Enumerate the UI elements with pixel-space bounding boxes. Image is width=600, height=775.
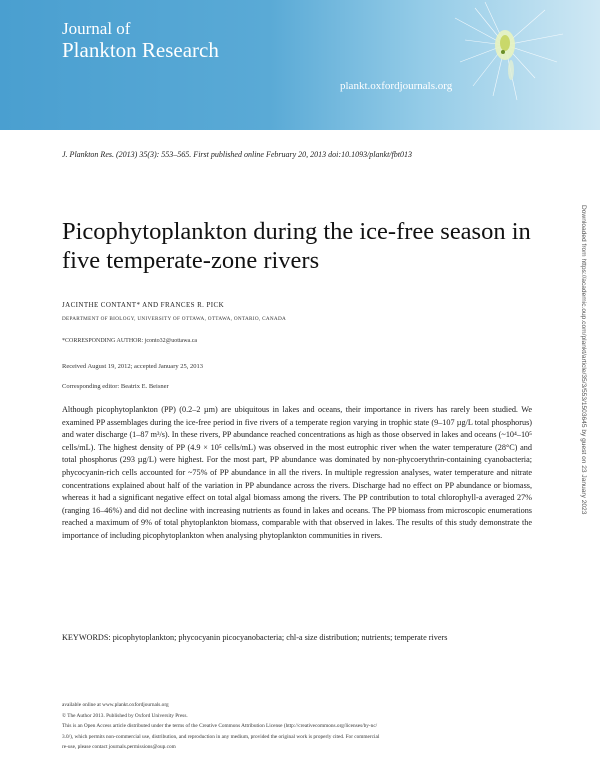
footer-license-line: 3.0/), which permits non-commercial use, distribution, and reproduction in any medium, provided the original work is properly cited. For commercial [62,733,380,740]
corresponding-author: *CORRESPONDING AUTHOR: jconto32@uottawa.ca [62,338,198,344]
download-watermark: Downloaded from https://academic.oup.com/plankt/article/35/3/553/1503645 by guest on 23 January 2023 [580,205,587,515]
abstract-text: Although picophytoplankton (PP) (0.2–2 µm) are ubiquitous in lakes and oceans, their importance in rivers has rarely been studied. We examined PP assemblages during the ice-free period in five rivers of a temperate region varying in trophic state (9–107 µg/L total phosphorus) and water discharge (1–87 m³/s). In these rivers, PP abundance reached concentrations as high as those observed in lakes and oceans (~10⁴–10⁵ cells/mL). The highest density of PP (4.9 × 10⁵ cells/mL) was observed in the most eutrophic river when the water temperature (28°C) and total phosphorus (293 µg/L) were highest. For the most part, PP abundance was dominated by non-phycoerythrin-containing cyanobacteria; phycocyanin-rich cells accounted for ~75% of PP abundance in all the rivers. In multiple regression analyses, water temperature and nitrate concentrations explained about half of the variation in PP abundance across the rivers. Discharge had no effect on PP abundance or biomass, whereas it had a significant negative effect on total algal biomass among the rivers. The PP contribution to total chlorophyll-a averaged 27% (ranging 16–46%) and did not decline with increasing nutrients as found in lakes and oceans. The PP biomass from microscopic enumerations reached a maximum of 9% of total phytoplankton biomass, comparable with that observed in lakes. The results of this study demonstrate the importance of including picophytoplankton when analysing phytoplankton communities in rivers. [62,405,532,540]
received-accepted-dates: Received August 19, 2012; accepted January 25, 2013 [62,363,203,370]
journal-url-link[interactable]: plankt.oxfordjournals.org [340,80,453,92]
footer-copyright-line: © The Author 2013. Published by Oxford University Press. [62,712,188,719]
footer-license-line: This is an Open Access article distributed under the terms of the Creative Commons Attribution License (http://creativecommons.org/licenses/by-nc/ [62,723,378,729]
journal-banner [0,0,600,130]
authors: JACINTHE CONTANT* AND FRANCES R. PICK [62,301,225,309]
citation-line: J. Plankton Res. (2013) 35(3): 553–565. First published online February 20, 2013 doi:10.1093/plankt/fbt013 [62,150,412,159]
footer-online-line: available online at www.plankt.oxfordjournals.org [62,702,169,708]
plankton-illustration [445,0,600,130]
keywords: KEYWORDS: picophytoplankton; phycocyanin picocyanobacteria; chl-a size distribution; nutrients; temperate rivers [62,633,448,642]
article-title: Picophytoplankton during the ice-free season in five temperate-zone rivers [62,218,531,274]
corresponding-editor: Corresponding editor: Beatrix E. Beisner [62,383,169,390]
footer-notes [62,700,532,753]
journal-title-line1: Journal of [62,19,131,38]
affiliation: DEPARTMENT OF BIOLOGY, UNIVERSITY OF OTTAWA, OTTAWA, ONTARIO, CANADA [62,316,287,322]
journal-title [62,20,219,62]
journal-title-line2: Plankton Research [62,37,219,62]
footer-permissions-line: re-use, please contact journals.permissions@oup.com [62,744,176,750]
